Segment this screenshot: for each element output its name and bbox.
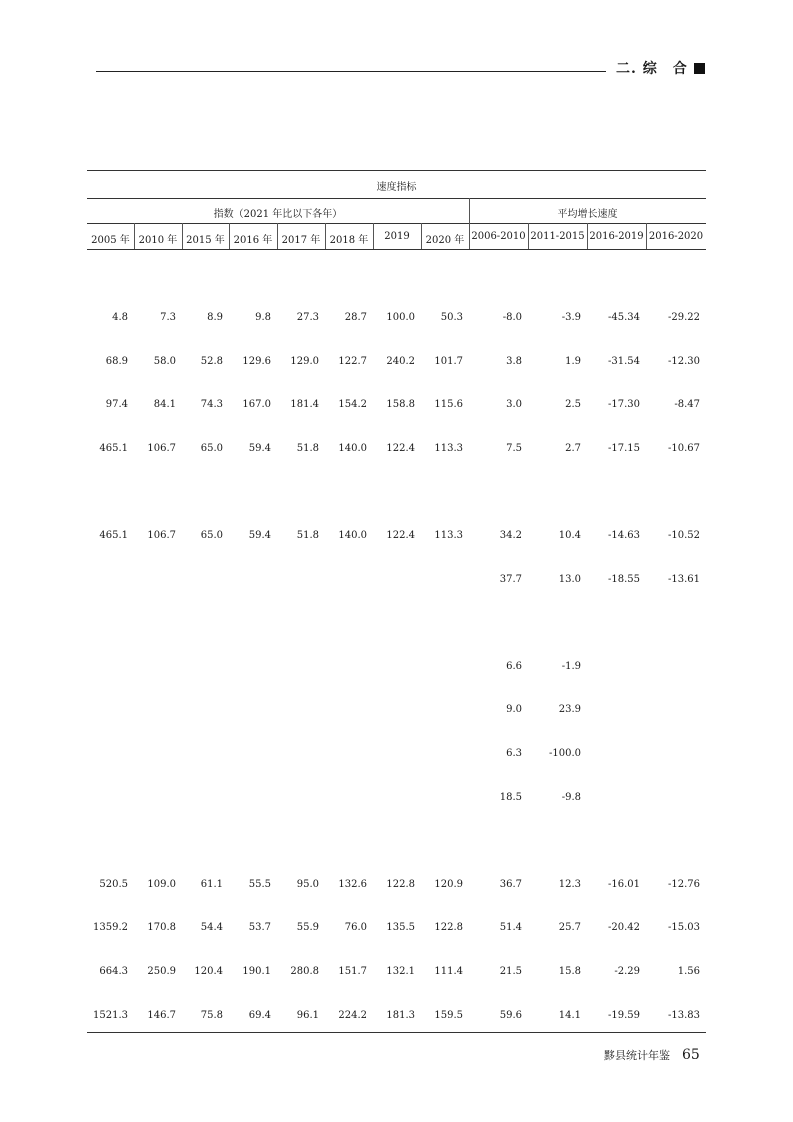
page-footer (604, 1047, 700, 1063)
table-cell: 465.1 (99, 530, 128, 541)
table-cell: 132.6 (338, 879, 367, 890)
column-divider (134, 223, 135, 249)
table-cell: 55.5 (248, 879, 271, 890)
table-cell: 6.6 (506, 661, 522, 672)
table-cell: -10.67 (667, 443, 700, 454)
table-cell: 7.5 (506, 443, 522, 454)
table-cell: -20.42 (607, 922, 640, 933)
table-cell: 53.7 (248, 922, 271, 933)
table-cell: 34.2 (499, 530, 522, 541)
table-cell: 3.8 (506, 356, 522, 367)
table-cell: 151.7 (338, 966, 367, 977)
table-cell: 27.3 (296, 312, 319, 323)
table-cell: 9.8 (255, 312, 271, 323)
table-cell: 122.7 (338, 356, 367, 367)
column-divider (229, 223, 230, 249)
table-cell: -17.30 (607, 399, 640, 410)
table-cell: 68.9 (105, 356, 128, 367)
group-header: 速度指标 (376, 182, 417, 193)
column-divider (528, 223, 529, 249)
header-rule (96, 71, 606, 72)
table-cell: 21.5 (499, 966, 522, 977)
table-cell: 129.6 (242, 356, 271, 367)
table-cell: 181.4 (290, 399, 319, 410)
column-header: 2020 年 (425, 235, 465, 246)
table-cell: 13.0 (558, 574, 581, 585)
table-cell: 65.0 (200, 443, 223, 454)
column-divider (325, 223, 326, 249)
table-cell: 36.7 (499, 879, 522, 890)
table-cell: 159.5 (434, 1010, 463, 1021)
table-cell: 6.3 (506, 748, 522, 759)
table-cell: 3.0 (506, 399, 522, 410)
table-cell: 96.1 (296, 1010, 319, 1021)
table-cell: -13.61 (667, 574, 700, 585)
table-cell: 18.5 (499, 792, 522, 803)
table-cell: 75.8 (200, 1010, 223, 1021)
column-header: 2005 年 (91, 235, 130, 246)
table-cell: 2.5 (565, 399, 581, 410)
column-header: 2017 年 (281, 235, 321, 246)
table-cell: 111.4 (434, 966, 463, 977)
table-cell: 154.2 (338, 399, 367, 410)
column-header: 2010 年 (138, 235, 178, 246)
table-cell: 55.9 (296, 922, 319, 933)
speed-index-table (87, 170, 706, 1033)
column-header: 2006-2010 (471, 231, 526, 242)
column-divider (182, 223, 183, 249)
column-header: 2018 年 (329, 235, 369, 246)
table-cell: -16.01 (607, 879, 640, 890)
column-header: 2015 年 (186, 235, 225, 246)
column-header: 2016-2019 (589, 231, 644, 242)
table-cell: 15.8 (558, 966, 581, 977)
table-top-rule (87, 170, 706, 171)
page-number: 65 (682, 1047, 700, 1063)
table-cell: 14.1 (558, 1010, 581, 1021)
table-cell: 1359.2 (93, 922, 128, 933)
table-cell: 113.3 (434, 530, 463, 541)
table-bottom-rule (87, 1032, 706, 1033)
table-cell: 59.4 (248, 443, 271, 454)
table-cell: 1.56 (677, 966, 700, 977)
table-cell: 280.8 (290, 966, 319, 977)
table-cell: -2.29 (614, 966, 640, 977)
column-divider (373, 223, 374, 249)
table-cell: 58.0 (153, 356, 176, 367)
table-cell: 65.0 (200, 530, 223, 541)
table-cell: -12.30 (667, 356, 700, 367)
table-cell: -9.8 (561, 792, 581, 803)
table-cell: 465.1 (99, 443, 128, 454)
table-cell: 122.8 (434, 922, 463, 933)
header-rule-3 (87, 249, 706, 250)
table-cell: 158.8 (386, 399, 415, 410)
table-cell: -14.63 (607, 530, 640, 541)
column-divider (469, 223, 470, 249)
left-header: 指数（2021 年比以下各年） (213, 209, 343, 220)
table-cell: 7.3 (160, 312, 176, 323)
table-cell: -8.47 (674, 399, 700, 410)
footer-book-title: 黟县统计年鉴 (604, 1049, 670, 1062)
table-cell: 520.5 (99, 879, 128, 890)
column-header: 2016 年 (233, 235, 273, 246)
section-title-text: 二. 综 合 (616, 61, 688, 77)
table-cell: 122.4 (386, 443, 415, 454)
table-cell: -31.54 (607, 356, 640, 367)
table-cell: 181.3 (386, 1010, 415, 1021)
table-cell: 74.3 (200, 399, 223, 410)
table-cell: 140.0 (338, 530, 367, 541)
table-cell: 1521.3 (93, 1010, 128, 1021)
table-cell: 146.7 (147, 1010, 176, 1021)
table-cell: 170.8 (147, 922, 176, 933)
column-header: 2019 (384, 231, 410, 242)
table-cell: 9.0 (506, 704, 522, 715)
table-cell: 76.0 (344, 922, 367, 933)
table-cell: -29.22 (667, 312, 700, 323)
table-cell: 2.7 (565, 443, 581, 454)
table-cell: -10.52 (667, 530, 700, 541)
table-cell: 1.9 (565, 356, 581, 367)
table-cell: 51.8 (296, 530, 319, 541)
column-header: 2011-2015 (530, 231, 585, 242)
header-rule-2 (87, 223, 706, 224)
table-cell: 250.9 (147, 966, 176, 977)
section-title (616, 58, 705, 78)
table-cell: -8.0 (502, 312, 522, 323)
table-cell: 51.4 (499, 922, 522, 933)
table-cell: -17.15 (607, 443, 640, 454)
header-rule-1 (87, 198, 706, 199)
right-header: 平均增长速度 (557, 209, 618, 220)
table-cell: 8.9 (207, 312, 223, 323)
table-cell: 84.1 (153, 399, 176, 410)
table-cell: 59.4 (248, 530, 271, 541)
table-cell: 135.5 (386, 922, 415, 933)
column-divider (587, 223, 588, 249)
table-cell: 97.4 (105, 399, 128, 410)
table-cell: 69.4 (248, 1010, 271, 1021)
table-cell: 122.8 (386, 879, 415, 890)
table-cell: -13.83 (667, 1010, 700, 1021)
table-cell: 224.2 (338, 1010, 367, 1021)
table-cell: -19.59 (607, 1010, 640, 1021)
table-cell: 664.3 (99, 966, 128, 977)
table-cell: 122.4 (386, 530, 415, 541)
table-cell: -1.9 (561, 661, 581, 672)
table-cell: -12.76 (667, 879, 700, 890)
table-cell: 54.4 (200, 922, 223, 933)
column-header: 2016-2020 (648, 231, 704, 242)
table-cell: 115.6 (434, 399, 463, 410)
table-cell: 28.7 (344, 312, 367, 323)
table-cell: -18.55 (607, 574, 640, 585)
table-cell: 4.8 (112, 312, 128, 323)
table-cell: 23.9 (558, 704, 581, 715)
column-divider (421, 223, 422, 249)
table-cell: 132.1 (386, 966, 415, 977)
table-cell: 109.0 (147, 879, 176, 890)
table-cell: 37.7 (499, 574, 522, 585)
table-cell: 51.8 (296, 443, 319, 454)
table-cell: 95.0 (296, 879, 319, 890)
table-cell: 100.0 (386, 312, 415, 323)
table-cell: -3.9 (561, 312, 581, 323)
table-cell: 240.2 (386, 356, 415, 367)
table-cell: 190.1 (242, 966, 271, 977)
table-cell: -100.0 (548, 748, 581, 759)
table-cell: 10.4 (558, 530, 581, 541)
table-cell: 129.0 (290, 356, 319, 367)
table-cell: 61.1 (200, 879, 223, 890)
column-divider (277, 223, 278, 249)
table-cell: 113.3 (434, 443, 463, 454)
table-cell: 25.7 (558, 922, 581, 933)
table-cell: 120.9 (434, 879, 463, 890)
table-cell: 120.4 (194, 966, 223, 977)
square-icon (694, 63, 705, 74)
table-cell: -45.34 (607, 312, 640, 323)
table-cell: -15.03 (667, 922, 700, 933)
table-cell: 59.6 (499, 1010, 522, 1021)
table-cell: 12.3 (558, 879, 581, 890)
table-cell: 106.7 (147, 530, 176, 541)
table-cell: 106.7 (147, 443, 176, 454)
table-cell: 167.0 (242, 399, 271, 410)
table-cell: 140.0 (338, 443, 367, 454)
table-cell: 52.8 (200, 356, 223, 367)
table-cell: 50.3 (440, 312, 463, 323)
column-divider (646, 223, 647, 249)
table-cell: 101.7 (434, 356, 463, 367)
